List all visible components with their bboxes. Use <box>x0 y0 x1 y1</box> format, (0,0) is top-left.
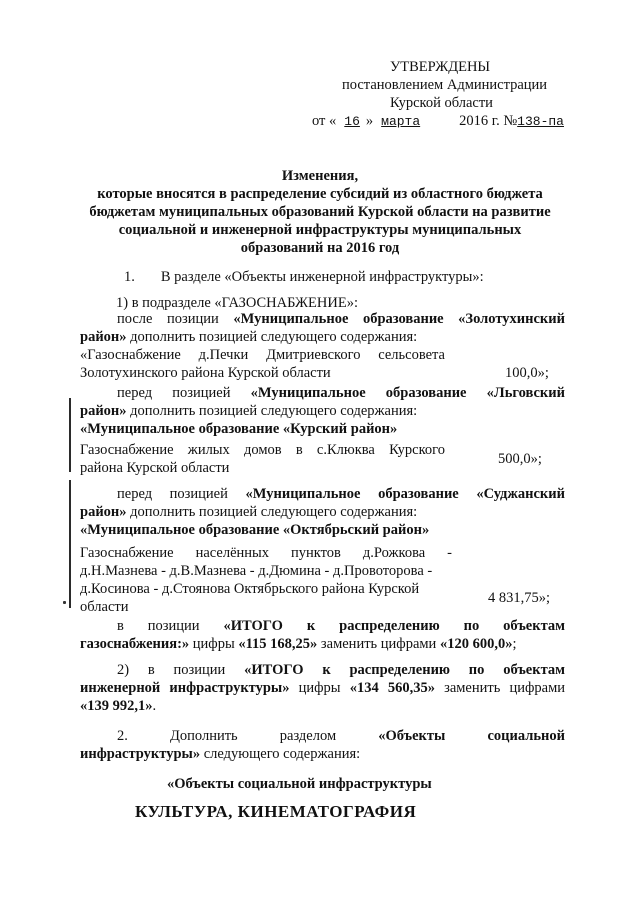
block2-amount: 500,0»; <box>498 451 542 467</box>
block1-instruction: дополнить позицией следующего содержания: <box>126 329 418 345</box>
subitem2-lead: 2) в позиции <box>117 662 245 678</box>
block3-line1 <box>117 485 565 503</box>
block3-amount: 4 831,75»; <box>488 590 551 606</box>
subitem2-line1 <box>117 661 565 679</box>
block1-line1 <box>117 310 565 328</box>
item1-text: В разделе «Объекты инженерной инфраструктуры»: <box>160 269 484 285</box>
date-mid: » <box>365 113 374 129</box>
subitem2-text: . <box>152 698 157 714</box>
block3-municipality: «Муниципальное образование «Октябрьский район» <box>80 522 430 538</box>
date-year: 2016 г. № <box>459 113 518 129</box>
item2-line1 <box>117 727 565 745</box>
block1-line2 <box>80 328 417 346</box>
title-line5: образований на 2016 год <box>240 240 400 256</box>
block3-position: «Муниципальное образование «Суджанский <box>245 486 565 502</box>
approval-date <box>300 112 600 131</box>
block4-text: цифры <box>189 636 239 652</box>
block4-lead: в позиции <box>117 618 224 634</box>
block3-object-line3: д.Косинова - д.Стоянова Октябрьского района Курской <box>80 581 420 597</box>
title-line3: бюджетам муниципальных образований Курской области на развитие <box>89 204 551 220</box>
item2-line2 <box>80 745 360 763</box>
subitem2-line2 <box>80 679 565 697</box>
subitem1: 1) в подразделе «ГАЗОСНАБЖЕНИЕ»: <box>116 295 358 311</box>
block1-position: «Муниципальное образование «Золотухинский <box>233 311 565 327</box>
block4-line2 <box>80 635 516 653</box>
block1-amount: 100,0»; <box>505 365 549 381</box>
subitem2-old-sum: «134 560,35» <box>349 680 435 696</box>
block2-position-end: район» <box>80 403 127 419</box>
block3-line2 <box>80 503 417 521</box>
block4-new-sum: «120 600,0» <box>439 636 513 652</box>
block2-municipality: «Муниципальное образование «Курский район» <box>80 421 398 437</box>
block3-object-line1: Газоснабжение населённых пунктов д.Рожкова - <box>80 545 452 561</box>
subitem2-text: заменить цифрами <box>434 680 565 696</box>
culture-heading: КУЛЬТУРА, КИНЕМАТОГРАФИЯ <box>135 802 417 821</box>
title-line1: Изменения, <box>281 168 359 184</box>
block3-position-end: район» <box>80 504 127 520</box>
block3-lead: перед позицией <box>117 486 246 502</box>
block2-instruction: дополнить позицией следующего содержания: <box>126 403 418 419</box>
block4-text: заменить цифрами <box>317 636 440 652</box>
item1 <box>124 268 484 286</box>
date-day: 16 <box>344 114 360 129</box>
change-bar <box>69 398 71 472</box>
block4-position-end: газоснабжения:» <box>80 636 190 652</box>
date-month: марта <box>381 114 421 129</box>
block4-old-sum: «115 168,25» <box>238 636 318 652</box>
decree-number: 138-па <box>517 114 564 129</box>
subitem2-position-end: инженерной инфраструктуры» <box>80 680 290 696</box>
block2-lead: перед позицией <box>117 385 251 401</box>
subitem2-position: «ИТОГО к распределению по объектам <box>244 662 566 678</box>
item2-section-name: «Объекты социальной <box>378 728 566 744</box>
date-prefix: от « <box>312 113 337 129</box>
block3-object-line4: области <box>80 599 129 615</box>
subitem2-line3 <box>80 697 156 715</box>
block2-line1 <box>117 384 565 402</box>
block2-position: «Муниципальное образование «Льговский <box>250 385 565 401</box>
item2-lead: 2. Дополнить разделом <box>117 728 379 744</box>
block4-text: ; <box>512 636 517 652</box>
block4-line1 <box>117 617 565 635</box>
block2-object-line2: района Курской области <box>80 460 230 476</box>
approval-block <box>300 58 600 131</box>
block1-object-line1: «Газоснабжение д.Печки Дмитриевского сельсовета <box>80 347 445 363</box>
item1-number: 1. <box>124 269 135 285</box>
block2-object-line1: Газоснабжение жилых домов в с.Клюква Курского <box>80 442 445 458</box>
document-title <box>70 167 570 257</box>
item2-instruction: следующего содержания: <box>200 746 361 762</box>
change-bar <box>69 480 71 608</box>
block3-object-line2: д.Н.Мазнева - д.В.Мазнева - д.Дюмина - д.Провоторова - <box>80 563 433 579</box>
social-infrastructure-heading: «Объекты социальной инфраструктуры <box>167 776 432 792</box>
block3-instruction: дополнить позицией следующего содержания: <box>126 504 418 520</box>
margin-mark <box>63 601 66 604</box>
approval-line3: Курской области <box>390 95 493 111</box>
approval-title: УТВЕРЖДЕНЫ <box>390 59 491 75</box>
block1-object-line2: Золотухинского района Курской области <box>80 365 331 381</box>
title-line4: социальной и инженерной инфраструктуры муниципальных <box>118 222 522 238</box>
block1-lead: после позиции <box>117 311 234 327</box>
block1-position-end: район» <box>80 329 127 345</box>
title-line2: которые вносятся в распределение субсидий из областного бюджета <box>97 186 543 202</box>
block4-position: «ИТОГО к распределению по объектам <box>223 618 565 634</box>
item2-section-name-end: инфраструктуры» <box>80 746 201 762</box>
subitem2-new-sum: «139 992,1» <box>80 698 153 714</box>
subitem2-text: цифры <box>289 680 350 696</box>
approval-line2: постановлением Администрации <box>342 77 548 93</box>
block2-line2 <box>80 402 417 420</box>
